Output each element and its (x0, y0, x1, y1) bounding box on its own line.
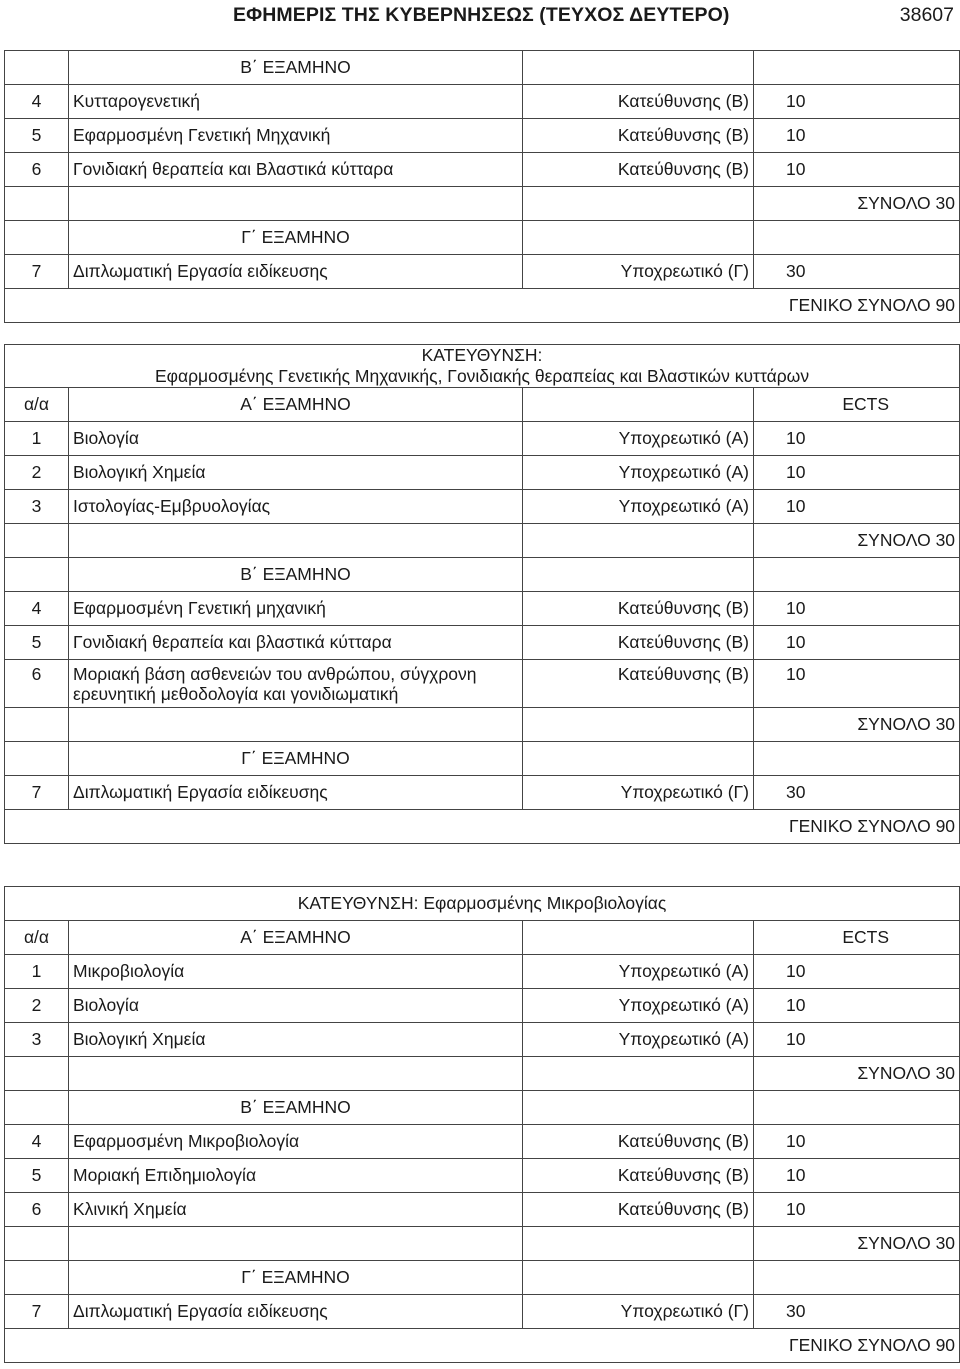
course-ects: 10 (754, 626, 960, 660)
table-row (5, 422, 960, 456)
course-type: Υποχρεωτικό (Γ) (523, 1295, 754, 1329)
table-row (5, 1023, 960, 1057)
course-ects: 10 (754, 422, 960, 456)
curriculum-table-microbiology (4, 886, 960, 1363)
column-header-ects: ECTS (754, 921, 960, 955)
specialization-caption (5, 345, 960, 388)
subtotal-row (5, 1227, 960, 1261)
course-name: Εφαρμοσμένη Μικροβιολογία (69, 1125, 523, 1159)
course-ects: 10 (754, 989, 960, 1023)
course-type: Κατεύθυνσης (Β) (523, 626, 754, 660)
semester-heading: Γ΄ ΕΞΑΜΗΝΟ (69, 221, 523, 255)
course-type: Κατεύθυνσης (Β) (523, 119, 754, 153)
course-name: Μικροβιολογία (69, 955, 523, 989)
subtotal-row (5, 187, 960, 221)
course-name: Γονιδιακή θεραπεία και Βλαστικά κύτταρα (69, 153, 523, 187)
table-row (5, 85, 960, 119)
row-number: 2 (5, 989, 69, 1023)
row-number: 1 (5, 955, 69, 989)
subtotal-row (5, 524, 960, 558)
table-row (5, 255, 960, 289)
course-name: Διπλωματική Εργασία ειδίκευσης (69, 255, 523, 289)
course-ects: 10 (754, 119, 960, 153)
course-ects: 10 (754, 1193, 960, 1227)
course-name: Βιολογία (69, 422, 523, 456)
course-name: Γονιδιακή θεραπεία και βλαστικά κύτταρα (69, 626, 523, 660)
course-ects: 10 (754, 1159, 960, 1193)
course-name: Ιστολογίας-Εμβρυολογίας (69, 490, 523, 524)
course-name: Μοριακή βάση ασθενειών του ανθρώπου, σύγχρονη ερευνητική μεθοδολογία και γονιδιωματική (69, 660, 523, 708)
course-ects: 10 (754, 955, 960, 989)
course-ects: 30 (754, 255, 960, 289)
course-ects: 10 (754, 1125, 960, 1159)
course-type: Υποχρεωτικό (Α) (523, 422, 754, 456)
grand-total-row (5, 810, 960, 844)
row-number: 2 (5, 456, 69, 490)
course-ects: 10 (754, 1023, 960, 1057)
course-type: Υποχρεωτικό (Γ) (523, 255, 754, 289)
semester-heading: Γ΄ ΕΞΑΜΗΝΟ (69, 742, 523, 776)
course-name: Εφαρμοσμένη Γενετική μηχανική (69, 592, 523, 626)
course-ects: 10 (754, 153, 960, 187)
course-name: Κλινική Χημεία (69, 1193, 523, 1227)
row-number: 5 (5, 626, 69, 660)
table-row (5, 955, 960, 989)
table-row (5, 776, 960, 810)
course-ects: 10 (754, 85, 960, 119)
course-ects: 30 (754, 776, 960, 810)
gazette-title: ΕΦΗΜΕΡΙΣ ΤΗΣ ΚΥΒΕΡΝΗΣΕΩΣ (ΤΕΥΧΟΣ ΔΕΥΤΕΡΟ) (233, 4, 730, 26)
row-number: 7 (5, 776, 69, 810)
course-name: Εφαρμοσμένη Γενετική Μηχανική (69, 119, 523, 153)
course-type: Υποχρεωτικό (Α) (523, 456, 754, 490)
course-name: Κυτταρογενετική (69, 85, 523, 119)
course-name: Διπλωματική Εργασία ειδίκευσης (69, 1295, 523, 1329)
page-header (0, 0, 960, 30)
semester-total: ΣΥΝΟΛΟ 30 (754, 187, 960, 221)
table-caption-row (5, 887, 960, 921)
subtotal-row (5, 708, 960, 742)
course-type: Υποχρεωτικό (Α) (523, 490, 754, 524)
caption-line: ΚΑΤΕΥΘΥΝΣΗ: (421, 345, 543, 365)
semester-row (5, 742, 960, 776)
course-type: Υποχρεωτικό (Α) (523, 1023, 754, 1057)
curriculum-table-genetics (4, 344, 960, 844)
course-type: Κατεύθυνσης (Β) (523, 592, 754, 626)
table-row (5, 490, 960, 524)
course-type: Κατεύθυνσης (Β) (523, 1125, 754, 1159)
grand-total-row (5, 289, 960, 323)
semester-total: ΣΥΝΟΛΟ 30 (754, 1227, 960, 1261)
course-type: Κατεύθυνσης (Β) (523, 153, 754, 187)
course-ects: 30 (754, 1295, 960, 1329)
course-type: Κατεύθυνσης (Β) (523, 85, 754, 119)
course-name: Βιολογική Χημεία (69, 1023, 523, 1057)
row-number: 5 (5, 1159, 69, 1193)
table-row (5, 1159, 960, 1193)
semester-row (5, 1091, 960, 1125)
row-number: 7 (5, 255, 69, 289)
semester-heading: Α΄ ΕΞΑΜΗΝΟ (69, 388, 523, 422)
table-row (5, 1193, 960, 1227)
row-number: 5 (5, 119, 69, 153)
course-name: Βιολογική Χημεία (69, 456, 523, 490)
page-number: 38607 (899, 4, 954, 26)
row-number: 7 (5, 1295, 69, 1329)
row-number: 6 (5, 1193, 69, 1227)
semester-heading: Β΄ ΕΞΑΜΗΝΟ (69, 51, 523, 85)
semester-row (5, 221, 960, 255)
course-ects: 10 (754, 660, 960, 708)
row-number: 4 (5, 85, 69, 119)
semester-heading: Α΄ ΕΞΑΜΗΝΟ (69, 921, 523, 955)
course-type: Κατεύθυνσης (Β) (523, 1159, 754, 1193)
semester-total: ΣΥΝΟΛΟ 30 (754, 1057, 960, 1091)
table-row (5, 626, 960, 660)
table-row (5, 153, 960, 187)
header-row (5, 921, 960, 955)
course-ects: 10 (754, 490, 960, 524)
semester-heading: Β΄ ΕΞΑΜΗΝΟ (69, 1091, 523, 1125)
course-type: Υποχρεωτικό (Α) (523, 989, 754, 1023)
row-number: 3 (5, 1023, 69, 1057)
course-type: Κατεύθυνσης (Β) (523, 660, 754, 708)
grand-total: ΓΕΝΙΚΟ ΣΥΝΟΛΟ 90 (5, 810, 960, 844)
row-number: 6 (5, 660, 69, 708)
grand-total: ΓΕΝΙΚΟ ΣΥΝΟΛΟ 90 (5, 289, 960, 323)
course-type: Υποχρεωτικό (Α) (523, 955, 754, 989)
row-number: 4 (5, 1125, 69, 1159)
header-row (5, 388, 960, 422)
table-row (5, 1125, 960, 1159)
course-name: Διπλωματική Εργασία ειδίκευσης (69, 776, 523, 810)
course-name: Βιολογία (69, 989, 523, 1023)
table-row (5, 456, 960, 490)
column-header-ects: ECTS (754, 388, 960, 422)
column-header-aa: α/α (5, 921, 69, 955)
semester-heading: Γ΄ ΕΞΑΜΗΝΟ (69, 1261, 523, 1295)
semester-total: ΣΥΝΟΛΟ 30 (754, 524, 960, 558)
curriculum-table-continued (4, 50, 960, 323)
semester-heading: Β΄ ΕΞΑΜΗΝΟ (69, 558, 523, 592)
row-number: 6 (5, 153, 69, 187)
course-type: Κατεύθυνσης (Β) (523, 1193, 754, 1227)
table-caption-row (5, 345, 960, 388)
course-ects: 10 (754, 456, 960, 490)
table-row (5, 119, 960, 153)
semester-row (5, 1261, 960, 1295)
table-row (5, 1295, 960, 1329)
semester-row (5, 51, 960, 85)
table-row (5, 592, 960, 626)
course-name: Μοριακή Επιδημιολογία (69, 1159, 523, 1193)
grand-total: ΓΕΝΙΚΟ ΣΥΝΟΛΟ 90 (5, 1329, 960, 1363)
row-number: 4 (5, 592, 69, 626)
table-row (5, 989, 960, 1023)
row-number: 3 (5, 490, 69, 524)
caption-line: Εφαρμοσμένης Γενετικής Μηχανικής, Γονιδιακής θεραπείας και Βλαστικών κυττάρων (154, 366, 810, 386)
course-ects: 10 (754, 592, 960, 626)
grand-total-row (5, 1329, 960, 1363)
semester-total: ΣΥΝΟΛΟ 30 (754, 708, 960, 742)
semester-row (5, 558, 960, 592)
table-row (5, 660, 960, 708)
subtotal-row (5, 1057, 960, 1091)
row-number: 1 (5, 422, 69, 456)
course-type: Υποχρεωτικό (Γ) (523, 776, 754, 810)
specialization-caption: ΚΑΤΕΥΘΥΝΣΗ: Εφαρμοσμένης Μικροβιολογίας (5, 887, 960, 921)
column-header-aa: α/α (5, 388, 69, 422)
